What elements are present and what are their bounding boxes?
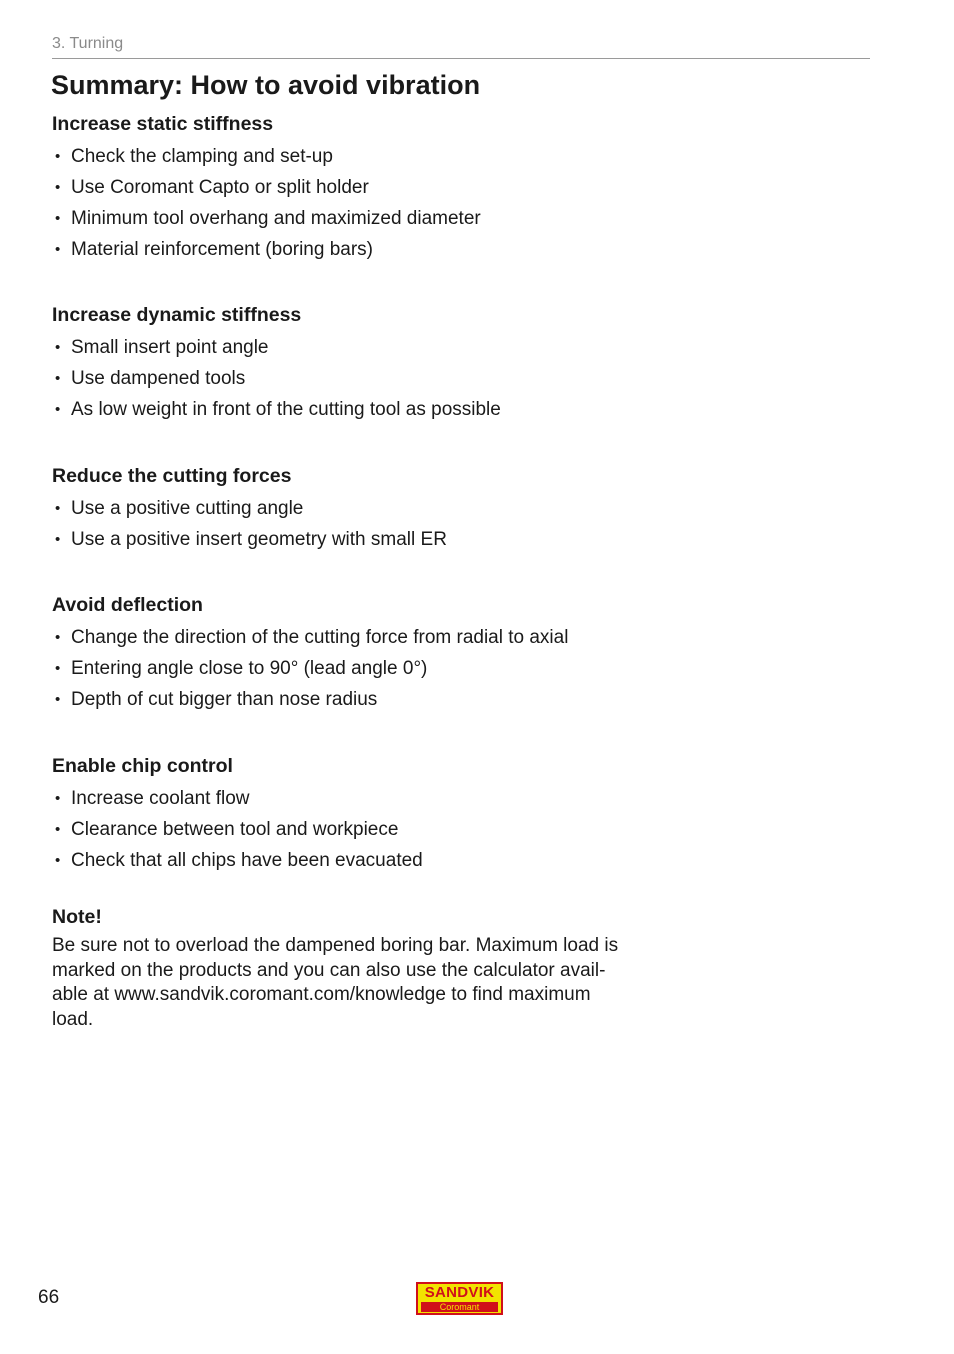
section-heading: Avoid deflection [52, 594, 203, 616]
bullet-icon: • [55, 790, 61, 807]
list-item: • Change the direction of the cutting force from radial to axial [52, 622, 872, 653]
bullet-icon: • [55, 401, 61, 418]
section-heading: Enable chip control [52, 755, 233, 777]
note-body: Be sure not to overload the dampened boring bar. Maximum load is marked on the products and you can also use the calculator avail- able at www.sandvik.coromant.com/knowledge to find maximum load. [52, 935, 619, 1031]
note-title: Note! [52, 906, 102, 928]
bullet-icon: • [55, 148, 61, 165]
running-head: 3. Turning [52, 35, 124, 52]
section-heading: Reduce the cutting forces [52, 465, 292, 487]
bullet-list [52, 141, 872, 265]
section-heading: Increase static stiffness [52, 113, 274, 135]
logo-wordmark: SANDVIK [424, 1284, 495, 1301]
bullet-list [52, 783, 872, 876]
list-item: • Small insert point angle [52, 332, 872, 363]
list-item: • Material reinforcement (boring bars) [52, 234, 872, 265]
bullet-icon: • [55, 339, 61, 356]
list-item: • Check the clamping and set-up [52, 141, 872, 172]
section-static-stiffness [52, 110, 872, 265]
bullet-icon: • [55, 241, 61, 258]
bullet-icon: • [55, 210, 61, 227]
bullet-list [52, 332, 872, 425]
list-item: • Use Coromant Capto or split holder [52, 172, 872, 203]
bullet-icon: • [55, 179, 61, 196]
section-dynamic-stiffness [52, 301, 872, 425]
list-item: • Minimum tool overhang and maximized diameter [52, 203, 872, 234]
list-item: • Clearance between tool and workpiece [52, 814, 872, 845]
list-item: • Use dampened tools [52, 363, 872, 394]
bullet-icon: • [55, 531, 61, 548]
sandvik-coromant-logo [416, 1282, 503, 1315]
list-item: • Use a positive insert geometry with small ER [52, 524, 872, 555]
list-item: • Depth of cut bigger than nose radius [52, 684, 872, 715]
bullet-list [52, 493, 872, 555]
bullet-list [52, 622, 872, 715]
bullet-icon: • [55, 691, 61, 708]
bullet-icon: • [55, 821, 61, 838]
list-item: • Check that all chips have been evacuated [52, 845, 872, 876]
logo-subtitle: Coromant [421, 1302, 498, 1312]
section-deflection [52, 591, 872, 715]
list-item: • Increase coolant flow [52, 783, 872, 814]
bullet-icon: • [55, 629, 61, 646]
bullet-icon: • [55, 852, 61, 869]
note-section [52, 903, 872, 1033]
page-number: 66 [38, 1287, 60, 1308]
header-rule [52, 58, 870, 59]
bullet-icon: • [55, 660, 61, 677]
list-item: • As low weight in front of the cutting tool as possible [52, 394, 872, 425]
list-item: • Use a positive cutting angle [52, 493, 872, 524]
section-heading: Increase dynamic stiffness [52, 304, 302, 326]
page-title: Summary: How to avoid vibration [51, 70, 481, 100]
bullet-icon: • [55, 370, 61, 387]
section-chip-control [52, 752, 872, 876]
list-item: • Entering angle close to 90° (lead angle 0°) [52, 653, 872, 684]
section-cutting-forces [52, 462, 872, 555]
bullet-icon: • [55, 500, 61, 517]
